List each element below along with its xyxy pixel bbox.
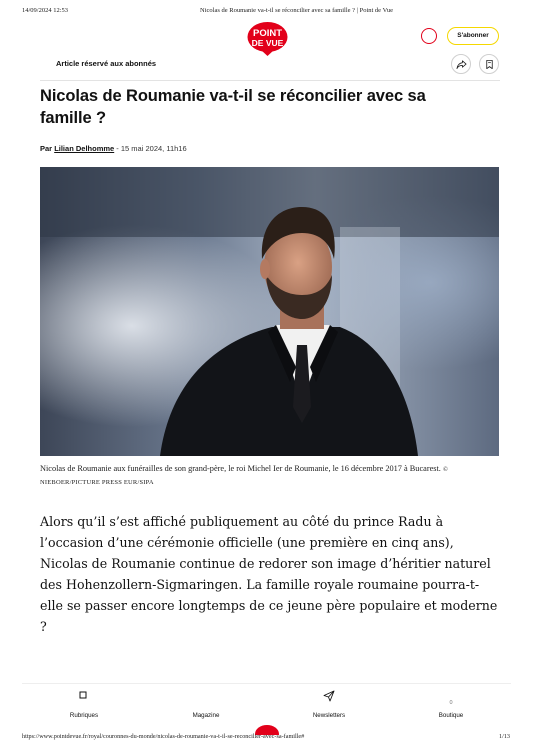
article-photo [40, 167, 499, 456]
print-header [0, 7, 533, 19]
author-link[interactable]: Lilian Delhomme [54, 144, 115, 153]
caption-text: Nicolas de Roumanie aux funérailles de son grand-père, le roi Michel Ier de Roumanie, le 16 décembre 2017 à Bucarest. [40, 464, 441, 473]
logo-line1: POINT [252, 28, 283, 39]
nav-label-magazine: Magazine [192, 712, 220, 719]
print-footer [0, 733, 533, 745]
bottom-nav [22, 683, 511, 729]
point-de-vue-logo[interactable] [247, 22, 288, 56]
magazine-icon [200, 690, 210, 700]
nav-boutique[interactable] [411, 684, 491, 729]
nav-rubriques[interactable] [44, 684, 124, 729]
photo-credit: © NIEBOER/PICTURE PRESS EUR/SIPA [40, 466, 449, 486]
nav-newsletters[interactable] [289, 684, 369, 729]
account-icon[interactable] [421, 28, 437, 44]
send-icon [323, 690, 335, 702]
nav-label-boutique: Boutique [438, 712, 464, 719]
bookmark-icon [484, 59, 495, 70]
share-icon [456, 59, 467, 70]
logo-line2: DE VUE [251, 38, 284, 48]
cart-count: 0 [449, 700, 453, 706]
share-button[interactable] [451, 54, 471, 74]
nav-label-rubriques: Rubriques [69, 712, 99, 719]
publish-date: - 15 mai 2024, 11h16 [116, 144, 187, 153]
photo-caption [40, 463, 490, 489]
byline-prefix: Par [40, 144, 53, 153]
nav-label-newsletters: Newsletters [312, 712, 346, 719]
subscribe-button[interactable]: S'abonner [447, 27, 499, 45]
header-divider [40, 80, 500, 81]
print-title: Nicolas de Roumanie va-t-il se réconcilier avec sa famille ? | Point de Vue [200, 7, 394, 14]
nav-magazine[interactable] [166, 684, 246, 729]
article-lead: Alors qu’il s’est affiché publiquement au côté du prince Radu à l’occasion d’une cérémonie officielle (une première en cinq ans), Nicolas de Roumanie continue de redorer son image d’héritier naturel des Hohenzollern-Sigmaringen. La famille royale roumaine pourra-t-elle se passer encore longtemps de ce jeune père populaire et moderne ? [40, 514, 498, 634]
bookmark-button[interactable] [479, 54, 499, 74]
square-icon [78, 690, 88, 700]
subscriber-badge: Article réservé aux abonnés [56, 59, 157, 68]
print-url: https://www.pointdevue.fr/royal/couronnes-du-monde/nicolas-de-roumanie-va-t-il-se-reconcilier-avec-sa-famille# [22, 733, 305, 740]
byline [40, 144, 187, 153]
print-page-number: 1/13 [499, 733, 511, 740]
print-date: 14/09/2024 12:53 [22, 7, 69, 14]
article-title: Nicolas de Roumanie va-t-il se réconcilier avec sa famille ? [40, 87, 426, 127]
